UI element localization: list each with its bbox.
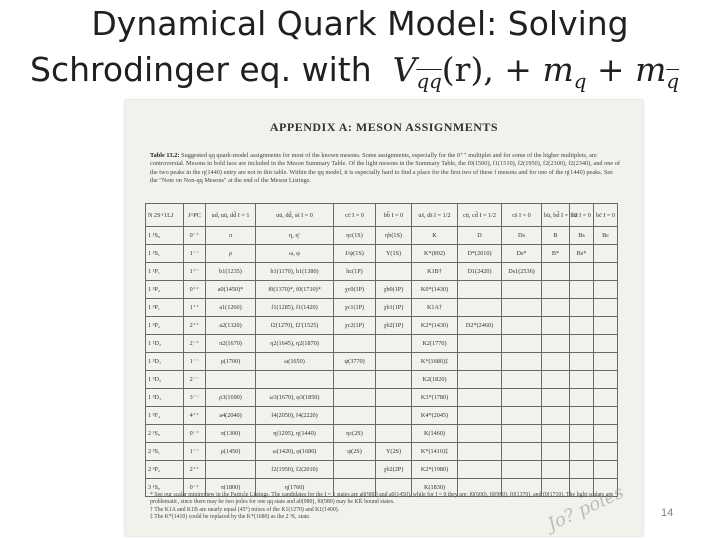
table-cell: 1⁺⁻ [184,263,206,281]
table-header-cell: uū, dd̄, ss̄ I = 0 [256,204,334,227]
table-cell [542,461,570,479]
table-cell: Υ(2S) [376,443,412,461]
table-cell [594,371,618,389]
table-cell: 2⁻⁺ [184,335,206,353]
table-cell: 2 ¹S₀ [146,425,184,443]
table-cell [542,317,570,335]
table-cell: η(1295), η(1440) [256,425,334,443]
table-cell: ω, φ [256,245,334,263]
footnote: † The K1A and K1B are nearly equal (45°) mixes of the K1(1270) and K1(1400). [150,506,340,513]
table-cell: η2(1645), η2(1870) [256,335,334,353]
table-cell: Ds1(2536) [502,263,542,281]
table-cell [334,389,376,407]
title-line-1: Dynamical Quark Model: Solving [91,4,629,43]
table-cell: K*(1680)‡ [412,353,458,371]
table-cell [502,371,542,389]
table-cell: ω(1420), φ(1680) [256,443,334,461]
table-header-cell: cū, cd̄ I = 1/2 [458,204,502,227]
table-cell: J/ψ(1S) [334,245,376,263]
table-cell: f1(1285), f1(1420) [256,299,334,317]
table-row [146,461,618,479]
title-formula: $V_{\overline{qq}}(r)$, + $m_q + m_{\overline{q}}$ [392,50,680,93]
table-cell: K(1460) [412,425,458,443]
document-heading: APPENDIX A: MESON ASSIGNMENTS [269,120,499,134]
table-cell [502,443,542,461]
table-cell: Υ(1S) [376,245,412,263]
table-cell: 2⁻⁻ [184,371,206,389]
table-cell [502,335,542,353]
table-cell: 0⁻⁺ [184,479,206,497]
table-cell [458,389,502,407]
table-cell: f2(1950), f2(2010) [256,461,334,479]
table-cell: Bs [570,227,594,245]
table-cell [458,461,502,479]
table-cell: f0(1370)*, f0(1710)* [256,281,334,299]
table-cell [334,407,376,425]
table-cell [376,389,412,407]
table-cell [502,407,542,425]
table-cell: 1⁺⁺ [184,299,206,317]
table-cell: h1(1170), h1(1380) [256,263,334,281]
table-header-cell: J^PC [184,204,206,227]
table-cell [542,263,570,281]
title-line-2 [30,50,679,102]
table-cell [376,371,412,389]
table-header-cell: bc̄ I = 0 [594,204,618,227]
table-cell [458,353,502,371]
table-cell: K0*(1430) [412,281,458,299]
table-cell [542,299,570,317]
table-cell [594,335,618,353]
title-line-2-text: Schrodinger eq. with [30,50,372,89]
table-row [146,371,618,389]
table-cell: K(1830) [412,479,458,497]
table-cell [570,425,594,443]
table-cell: 1 ¹P₁ [146,263,184,281]
table-cell: Ds* [502,245,542,263]
table-cell: 4⁺⁺ [184,407,206,425]
table-cell: a0(1450)* [206,281,256,299]
table-cell: B [542,227,570,245]
table-cell: 2 ³P₂ [146,461,184,479]
table-cell: ρ(1450) [206,443,256,461]
table-cell: 1⁻⁻ [184,245,206,263]
table-header-cell: bs̄ I = 0 [570,204,594,227]
table-cell [458,443,502,461]
table-cell [502,281,542,299]
table-cell: K*(1410)‡ [412,443,458,461]
table-cell [570,299,594,317]
table-cell: D1(2420) [458,263,502,281]
table-cell: ω3(1670), φ3(1850) [256,389,334,407]
table-row [146,425,618,443]
page-number: 14 [661,507,674,519]
table-cell: χc0(1P) [334,281,376,299]
table-cell: K4*(2045) [412,407,458,425]
table-cell [458,425,502,443]
caption-text: Suggested qq quark-model assignments for most of the known mesons. Some assignments, especially for the 0⁺⁺ multiplet and for some of the higher multiplets, are controversial. Mesons in bold face are included in the Meson Summary Table. Of the light mesons in the Summary Table, the f0(1500), f1(1510), f2(1950), f2(2300), f2(2340), and one of the two peaks in the η(1440) entry are not in this table. Within the qq model, it is especially hard to find a place for the first two of these f mesons and for one of the η(1440) peaks. See the "Note on Non-qq Mesons" at the end of the Meson Listings. [150,152,620,184]
table-cell: π(1300) [206,425,256,443]
table-row [146,353,618,371]
table-cell: D2*(2460) [458,317,502,335]
table-cell: η, η′ [256,227,334,245]
table-cell [502,461,542,479]
table-cell: χb2(1P) [376,317,412,335]
table-cell: ηc(2S) [334,425,376,443]
table-cell [594,299,618,317]
table-cell: 1 ³P₁ [146,299,184,317]
table-cell: f2(1270), f2′(1525) [256,317,334,335]
table-cell: K2(1770) [412,335,458,353]
table-cell: 1⁻⁻ [184,353,206,371]
table-cell [570,461,594,479]
table-header-cell: us̄, ds̄ I = 1/2 [412,204,458,227]
table-cell: 0⁻⁺ [184,227,206,245]
table-cell [502,353,542,371]
table-cell [458,299,502,317]
table-row [146,281,618,299]
table-cell [334,461,376,479]
table-row [146,227,618,245]
table-cell: χc1(1P) [334,299,376,317]
table-cell: K3*(1780) [412,389,458,407]
table-cell: 1 ¹D₂ [146,335,184,353]
table-cell: 1⁻⁻ [184,443,206,461]
table-cell [594,425,618,443]
table-cell [542,407,570,425]
table-cell: ηb(1S) [376,227,412,245]
table-cell: π(1800) [206,479,256,497]
table-caption [150,152,620,185]
table-cell: χb0(1P) [376,281,412,299]
scanned-document [125,100,643,536]
footnote: * See our scalar minireview in the Particle Listings. The candidates for the I = 1 states are a0(980) and a0(1450), while for I = 0 they are: f0(600), f0(980), f0(1370), and f0(1710). The light scalars are problematic, since there may be two poles for one qq state and a0(980), f0(980) may be KK̄ bound states. [150,492,613,506]
table-header-row [146,204,618,227]
table-row [146,443,618,461]
table-cell: 1 ³P₀ [146,281,184,299]
table-cell: D [458,227,502,245]
table-cell [206,371,256,389]
table-cell [570,443,594,461]
table-cell: Ds [502,227,542,245]
table-cell [594,353,618,371]
table-cell [256,371,334,389]
table-cell [542,335,570,353]
table-cell [458,407,502,425]
table-cell: 0⁻⁺ [184,425,206,443]
table-cell [334,371,376,389]
table-cell: χc2(1P) [334,317,376,335]
table-header-cell: cs̄ I = 0 [502,204,542,227]
table-cell: 3⁻⁻ [184,389,206,407]
table-cell: ηc(1S) [334,227,376,245]
table-header-cell: N 2S+1LJ [146,204,184,227]
table-cell [334,335,376,353]
table-cell [376,335,412,353]
table-cell: 2⁺⁺ [184,461,206,479]
table-cell [458,281,502,299]
meson-table [145,203,618,497]
table-cell: ω(1650) [256,353,334,371]
table-cell [594,443,618,461]
table-cell [376,353,412,371]
table-cell: K2*(1980) [412,461,458,479]
table-cell: Bs* [570,245,594,263]
table-cell: 3 ¹S₀ [146,479,184,497]
table-cell: K [412,227,458,245]
handwritten-annotation: Jo? poles [544,481,628,536]
table-cell [594,245,618,263]
table-cell: f4(2050), f4(2220) [256,407,334,425]
table-cell [376,407,412,425]
table-cell: a4(2040) [206,407,256,425]
table-cell [376,263,412,281]
table-cell [594,281,618,299]
table-cell: ρ(1700) [206,353,256,371]
table-cell [542,443,570,461]
table-cell: 1 ³F₄ [146,407,184,425]
table-row [146,299,618,317]
table-cell: K2(1820) [412,371,458,389]
table-cell: K1B† [412,263,458,281]
table-cell: 1 ³P₂ [146,317,184,335]
table-cell: ψ(2S) [334,443,376,461]
table-cell: 1 ³S₁ [146,245,184,263]
table-row [146,335,618,353]
table-cell: b1(1235) [206,263,256,281]
table-cell: D*(2010) [458,245,502,263]
table-cell [502,317,542,335]
table-cell [594,407,618,425]
table-cell [458,335,502,353]
table-cell: 1 ³D₃ [146,389,184,407]
table-row [146,317,618,335]
table-cell [570,389,594,407]
table-cell: 2⁺⁺ [184,317,206,335]
table-cell [542,281,570,299]
table-cell: ψ(3770) [334,353,376,371]
table-cell: a1(1260) [206,299,256,317]
table-cell [542,371,570,389]
table-cell [570,371,594,389]
table-cell [502,389,542,407]
table-cell: Bc [594,227,618,245]
table-header-cell: cc̄ I = 0 [334,204,376,227]
table-cell [570,317,594,335]
table-cell [376,425,412,443]
table-cell: χb2(2P) [376,461,412,479]
table-row [146,245,618,263]
table-cell [206,461,256,479]
table-header-cell: bū, bd̄ I = 1/2 [542,204,570,227]
table-cell [570,281,594,299]
table-cell: 0⁺⁺ [184,281,206,299]
table-cell [542,353,570,371]
table-cell [502,425,542,443]
table-cell [570,263,594,281]
table-cell [542,389,570,407]
table-header-cell: bb̄ I = 0 [376,204,412,227]
table-cell: χb1(1P) [376,299,412,317]
table-cell [502,299,542,317]
table-cell [458,371,502,389]
table-cell: K*(892) [412,245,458,263]
table-cell: hc(1P) [334,263,376,281]
table-row [146,263,618,281]
table-cell: η(1760) [256,479,334,497]
table-cell: π2(1670) [206,335,256,353]
table-cell [594,461,618,479]
table-cell [594,263,618,281]
table-cell [542,425,570,443]
table-cell: ρ3(1690) [206,389,256,407]
table-cell [594,317,618,335]
footnote: ‡ The K*(1410) could be replaced by the K*(1680) as the 2 ³S₁ state. [150,514,311,521]
caption-label: Table 13.2: [150,152,180,159]
table-cell [594,389,618,407]
table-cell [570,353,594,371]
table-cell: 1 ³D₂ [146,371,184,389]
table-row [146,389,618,407]
table-cell [570,407,594,425]
table-cell: 1 ³D₁ [146,353,184,371]
table-cell [570,335,594,353]
table-cell: 1 ¹S₀ [146,227,184,245]
table-cell: K1A† [412,299,458,317]
table-cell: a2(1320) [206,317,256,335]
table-cell: K2*(1430) [412,317,458,335]
table-cell: 2 ³S₁ [146,443,184,461]
table-body [146,227,618,497]
table-cell: ρ [206,245,256,263]
table-row [146,407,618,425]
table-cell: B* [542,245,570,263]
table-header-cell: ud, uū, dd̄ I = 1 [206,204,256,227]
table-cell: π [206,227,256,245]
